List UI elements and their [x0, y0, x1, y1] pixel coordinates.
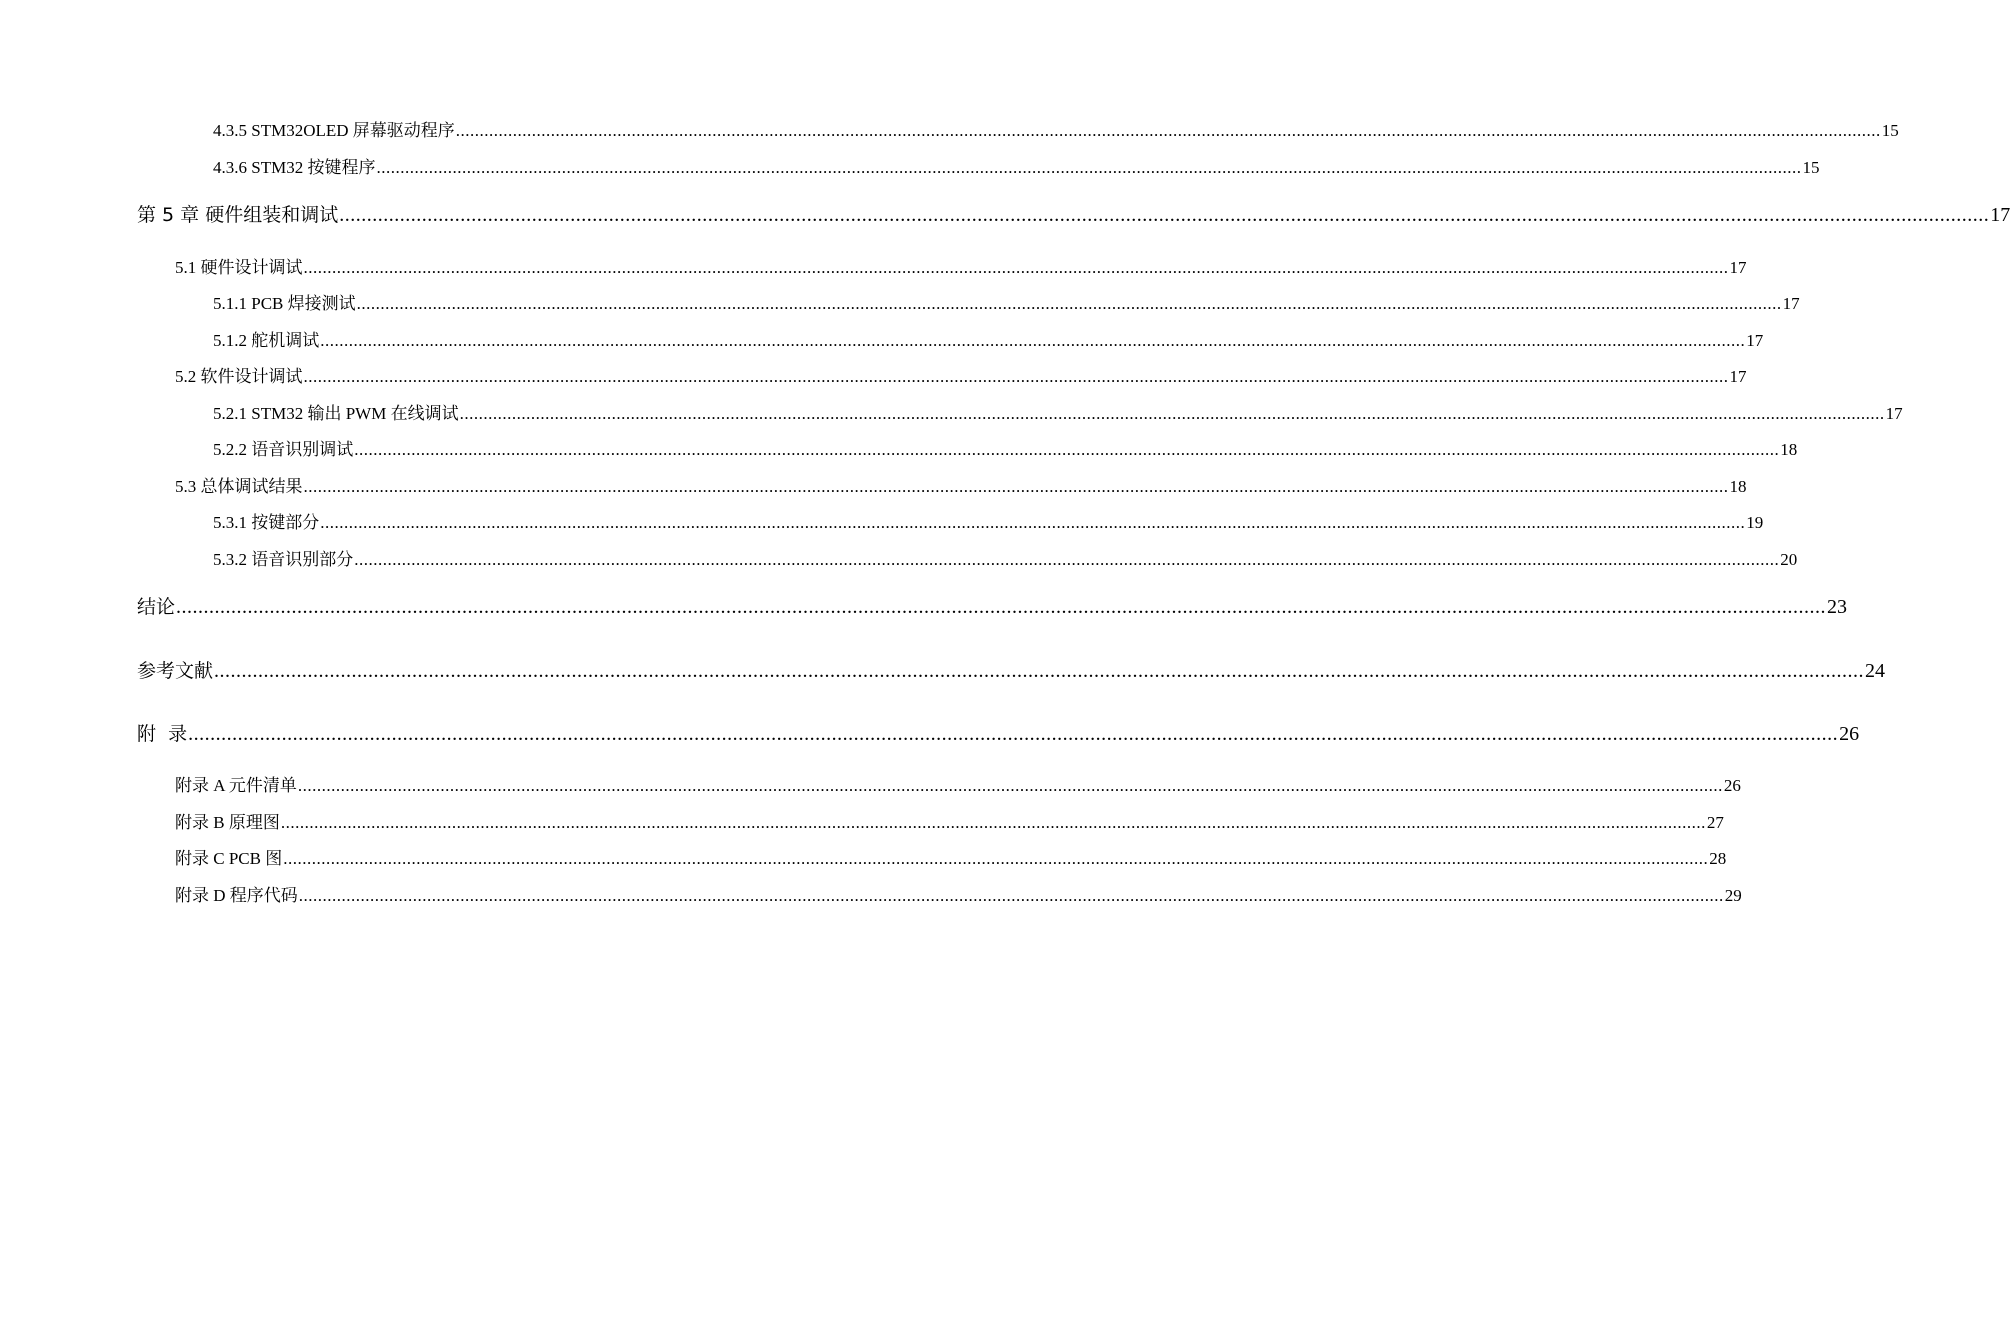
toc-entry-title: 附录 A 元件清单 — [175, 776, 297, 795]
toc-entry-page: 17 — [1729, 367, 1747, 386]
toc-entry-title: 5.1 硬件设计调试 — [175, 258, 303, 277]
dot-leader: ............................................................................................................................................................................................................................................................................................................ — [354, 550, 1780, 569]
toc-entry-5-2-1[interactable] — [213, 399, 1903, 424]
toc-entry-5-1-1[interactable] — [213, 289, 1800, 314]
toc-entry-page: 17 — [1746, 331, 1764, 350]
toc-entry-page: 23 — [1827, 596, 1848, 618]
toc-entry-page: 18 — [1780, 440, 1798, 459]
toc-entry-title: 4.3.6 STM32 按键程序 — [213, 158, 376, 177]
dot-leader: ............................................................................................................................................................................................................................................................................................................ — [214, 660, 1865, 682]
toc-entry-page: 15 — [1881, 121, 1899, 140]
toc-entry-5-1-2[interactable] — [213, 326, 1764, 351]
dot-leader: ............................................................................................................................................................................................................................................................................................................ — [339, 204, 1990, 226]
toc-entry-title: 附 录 — [137, 723, 188, 745]
dot-leader: ............................................................................................................................................................................................................................................................................................................ — [320, 331, 1746, 350]
toc-entry-title: 5.3 总体调试结果 — [175, 477, 303, 496]
dot-leader: ............................................................................................................................................................................................................................................................................................................ — [298, 886, 1724, 905]
toc-entry-title: 附录 B 原理图 — [175, 813, 280, 832]
toc-entry-page: 19 — [1746, 513, 1764, 532]
dot-leader: ............................................................................................................................................................................................................................................................................................................ — [303, 477, 1729, 496]
toc-entry-4-3-6[interactable] — [213, 153, 1820, 178]
dot-leader: ............................................................................................................................................................................................................................................................................................................ — [303, 367, 1729, 386]
dot-leader: ............................................................................................................................................................................................................................................................................................................ — [459, 404, 1885, 423]
toc-entry-chapter-5[interactable] — [137, 200, 2010, 227]
toc-entry-page: 26 — [1723, 776, 1741, 795]
toc-entry-4-3-5[interactable] — [213, 116, 1899, 141]
toc-entry-page: 27 — [1706, 813, 1724, 832]
toc-entry-title: 4.3.5 STM32OLED 屏幕驱动程序 — [213, 121, 455, 140]
toc-entry-title: 5.2.1 STM32 输出 PWM 在线调试 — [213, 404, 459, 423]
toc-entry-title: 附录 D 程序代码 — [175, 886, 298, 905]
toc-entry-title: 结论 — [137, 596, 176, 618]
dot-leader: ............................................................................................................................................................................................................................................................................................................ — [283, 849, 1709, 868]
dot-leader: ............................................................................................................................................................................................................................................................................................................ — [320, 513, 1746, 532]
toc-entry-references[interactable] — [137, 656, 1886, 683]
toc-entry-page: 26 — [1839, 723, 1860, 745]
toc-entry-page: 29 — [1724, 886, 1742, 905]
toc-entry-page: 15 — [1802, 158, 1820, 177]
toc-entry-title: 附录 C PCB 图 — [175, 849, 283, 868]
dot-leader: ............................................................................................................................................................................................................................................................................................................ — [376, 158, 1802, 177]
toc-entry-title: 5.2 软件设计调试 — [175, 367, 303, 386]
toc-entry-page: 20 — [1780, 550, 1798, 569]
toc-entry-title: 5.3.2 语音识别部分 — [213, 550, 354, 569]
toc-entry-5-3[interactable] — [175, 472, 1747, 497]
toc-entry-page: 17 — [1782, 294, 1800, 313]
dot-leader: ............................................................................................................................................................................................................................................................................................................ — [354, 440, 1780, 459]
toc-entry-page: 17 — [1990, 204, 2010, 226]
toc-entry-page: 17 — [1885, 404, 1903, 423]
toc-entry-appendix-c[interactable] — [175, 844, 1727, 869]
toc-entry-title: 参考文献 — [137, 660, 214, 682]
dot-leader: ............................................................................................................................................................................................................................................................................................................ — [176, 596, 1827, 618]
dot-leader: ............................................................................................................................................................................................................................................................................................................ — [297, 776, 1723, 795]
dot-leader: ............................................................................................................................................................................................................................................................................................................ — [455, 121, 1881, 140]
toc-entry-5-3-1[interactable] — [213, 508, 1764, 533]
dot-leader: ............................................................................................................................................................................................................................................................................................................ — [356, 294, 1782, 313]
toc-entry-title: 5.3.1 按键部分 — [213, 513, 320, 532]
toc-entry-appendix[interactable] — [137, 719, 1860, 746]
toc-entry-page: 18 — [1729, 477, 1747, 496]
toc-entry-title: 5.1.2 舵机调试 — [213, 331, 320, 350]
toc-entry-page: 28 — [1709, 849, 1727, 868]
toc-entry-5-2-2[interactable] — [213, 435, 1798, 460]
toc-entry-5-1[interactable] — [175, 253, 1747, 278]
toc-entry-5-3-2[interactable] — [213, 545, 1798, 570]
toc-entry-5-2[interactable] — [175, 362, 1747, 387]
dot-leader: ............................................................................................................................................................................................................................................................................................................ — [303, 258, 1729, 277]
toc-entry-appendix-a[interactable] — [175, 771, 1741, 796]
toc-entry-page: 24 — [1865, 660, 1886, 682]
toc-entry-title: 5.2.2 语音识别调试 — [213, 440, 354, 459]
toc-entry-title: 第 5 章 硬件组装和调试 — [137, 204, 339, 226]
toc-entry-conclusion[interactable] — [137, 592, 1848, 619]
toc-entry-title: 5.1.1 PCB 焊接测试 — [213, 294, 356, 313]
dot-leader: ............................................................................................................................................................................................................................................................................................................ — [280, 813, 1706, 832]
toc-entry-appendix-d[interactable] — [175, 881, 1742, 906]
toc-entry-page: 17 — [1729, 258, 1747, 277]
toc-entry-appendix-b[interactable] — [175, 808, 1724, 833]
dot-leader: ............................................................................................................................................................................................................................................................................................................ — [188, 723, 1839, 745]
